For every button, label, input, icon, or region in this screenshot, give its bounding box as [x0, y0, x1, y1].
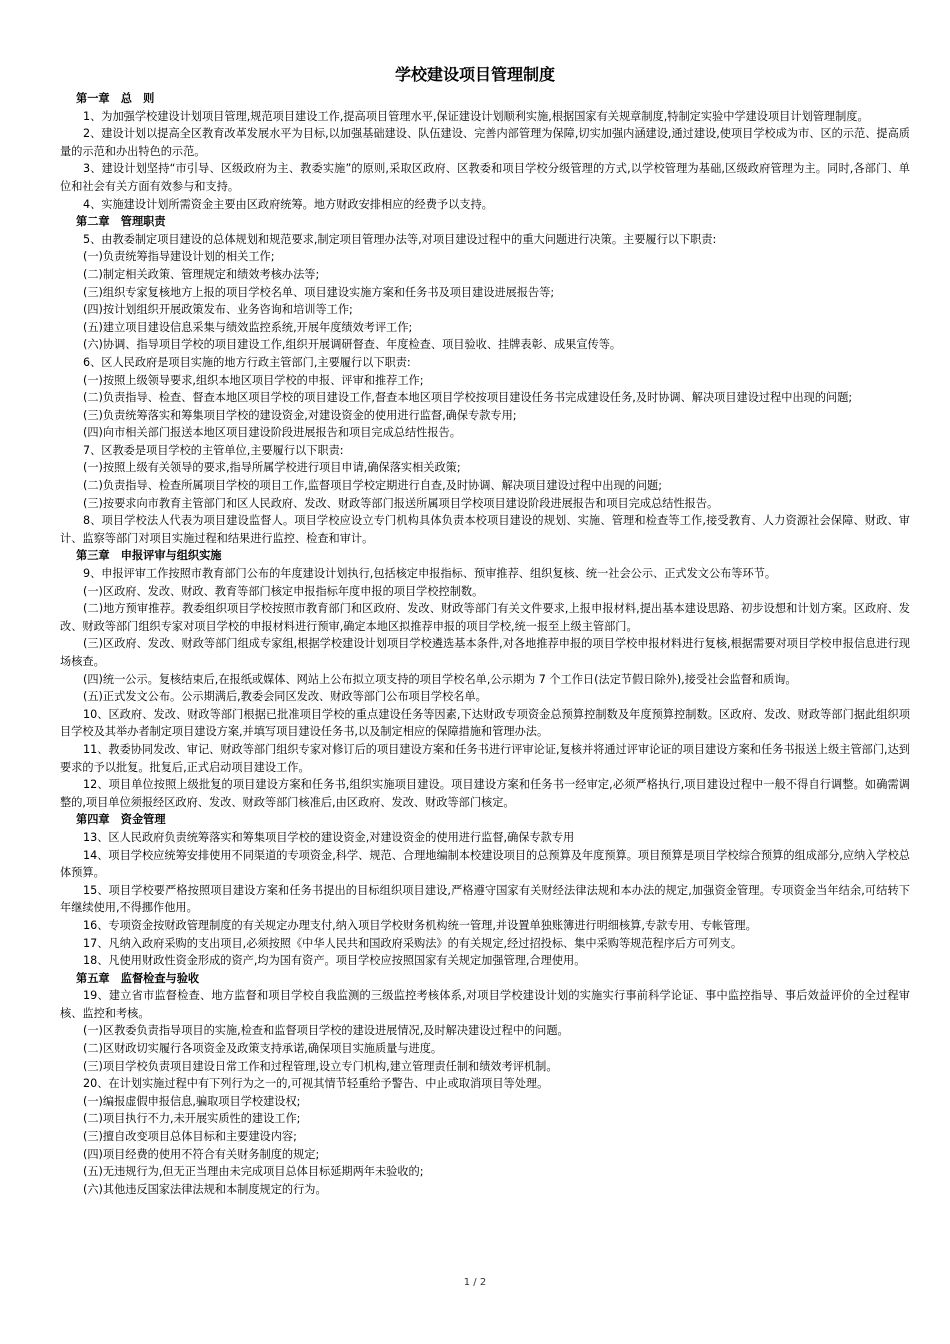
paragraph: 17、凡纳入政府采购的支出项目,必须按照《中华人民共和国政府采购法》的有关规定,经过招投标、集中采购等规范程序后方可列支。: [83, 936, 743, 950]
paragraph: 12、项目单位按照上级批复的项目建设方案和任务书,组织实施项目建设。项目建设方案和任务书一经审定,必须严格执行,项目建设过程中一般不得自行调整。如确需调整的,项目单位须报经区政府、发改、财政等部门核准后,由区政府、发改、财政等部门核定。: [60, 778, 910, 809]
chapter-heading: 第四章 资金管理: [76, 813, 166, 827]
paragraph: 3、建设计划坚持“市引导、区级政府为主、教委实施”的原则,采取区政府、区教委和项目学校分级管理的方式,以学校管理为基础,区级政府管理为主。同时,各部门、单位和社会有关方面有效参与和支持。: [60, 162, 910, 193]
paragraph: (三)区政府、发改、财政等部门组成专家组,根据学校建设计划项目学校遴选基本条件,对各地推荐申报的项目学校申报材料进行复核,根据需要对项目学校申报信息进行现场核查。: [60, 637, 910, 668]
paragraph: 18、凡使用财政性资金形成的资产,均为国有资产。项目学校应按照国家有关规定加强管理,合理使用。: [83, 954, 586, 968]
paragraph: (一)区政府、发改、财政、教育等部门核定申报指标年度申报的项目学校控制数。: [83, 584, 484, 598]
paragraph: (二)负责指导、检查所属项目学校的项目工作,监督项目学校定期进行自查,及时协调、解决项目建设过程中出现的问题;: [83, 479, 662, 493]
paragraph: (三)按要求向市教育主管部门和区人民政府、发改、财政等部门报送所属项目学校项目建设阶段进展报告和项目完成总结性报告。: [83, 496, 719, 510]
chapter-heading: 第一章 总 则: [76, 92, 155, 105]
paragraph: (二)项目执行不力,未开展实质性的建设工作;: [83, 1112, 301, 1126]
paragraph: (五)无违规行为,但无正当理由未完成项目总体目标延期两年未验收的;: [83, 1165, 424, 1179]
paragraph: (一)编报虚假申报信息,骗取项目学校建设权;: [83, 1094, 301, 1108]
paragraph: (二)地方预审推荐。教委组织项目学校按照市教育部门和区政府、发改、财政等部门有关文件要求,上报申报材料,提出基本建设思路、初步设想和计划方案。区政府、发改、财政等部门组织专家对项目学校的申报材料进行预审,确定本地区拟推荐申报的项目学校,统一报至上级主管部门。: [60, 602, 910, 633]
paragraph: 14、项目学校应统筹安排使用不同渠道的专项资金,科学、规范、合理地编制本校建设项目的总预算及年度预算。项目预算是项目学校综合预算的组成部分,应纳入学校总体预算。: [60, 848, 910, 880]
paragraph: (三)擅自改变项目总体目标和主要建设内容;: [83, 1130, 297, 1144]
page-number: 1 / 2: [463, 1277, 487, 1288]
paragraph: (三)负责统筹落实和筹集项目学校的建设资金,对建设资金的使用进行监督,确保专款专用;: [83, 408, 517, 422]
document-body: [60, 90, 910, 1198]
chapter-heading: 第三章 申报评审与组织实施: [76, 549, 222, 563]
paragraph: 15、项目学校要严格按照项目建设方案和任务书提出的目标组织项目建设,严格遵守国家有关财经法律法规和本办法的规定,加强资金管理。专项资金当年结余,可结转下年继续使用,不得挪作他用。: [60, 883, 910, 915]
paragraph: (四)按计划组织开展政策发布、业务咨询和培训等工作;: [83, 303, 353, 317]
paragraph: 11、教委协同发改、审记、财政等部门组织专家对修订后的项目建设方案和任务书进行评审论证,复核并将通过评审论证的项目建设方案和任务书报送上级主管部门,达到要求的予以批复。批复后,正式启动项目建设工作。: [60, 742, 910, 774]
paragraph: (二)负责指导、检查、督查本地区项目学校的项目建设工作,督查本地区项目学校按项目建设任务书完成建设任务,及时协调、解决项目建设过程中出现的问题;: [83, 391, 853, 405]
paragraph: 1、为加强学校建设计划项目管理,规范项目建设工作,提高项目管理水平,保证建设计划顺利实施,根据国家有关规章制度,特制定实验中学建设项目计划管理制度。: [83, 109, 869, 123]
paragraph: (一)区教委负责指导项目的实施,检查和监督项目学校的建设进展情况,及时解决建设过程中的问题。: [83, 1024, 569, 1038]
paragraph: (五)建立项目建设信息采集与绩效监控系统,开展年度绩效考评工作;: [83, 320, 413, 334]
paragraph: (六)其他违反国家法律法规和本制度规定的行为。: [83, 1182, 327, 1196]
paragraph: (四)项目经费的使用不符合有关财务制度的规定;: [83, 1147, 320, 1161]
paragraph: 20、在计划实施过程中有下列行为之一的,可视其情节轻重给予警告、中止或取消项目等处理。: [83, 1077, 549, 1091]
paragraph: 10、区政府、发改、财政等部门根据已批准项目学校的重点建设任务等因素,下达财政专项资金总预算控制数及年度预算控制数。区政府、发改、财政等部门据此组织项目学校及其举办者制定项目建设方案,并填写项目建设任务书,以及制定相应的保障措施和管理办法。: [60, 707, 910, 739]
chapter-heading: 第五章 监督检查与验收: [76, 971, 200, 985]
paragraph: 19、建立省市监督检查、地方监督和项目学校自我监测的三级监控考核体系,对项目学校建设计划的实施实行事前科学论证、事中监控指导、事后效益评价的全过程审核、监控和考核。: [60, 989, 910, 1020]
paragraph: (三)项目学校负责项目建设日常工作和过程管理,设立专门机构,建立管理责任制和绩效考评机制。: [83, 1059, 558, 1073]
paragraph: 9、申报评审工作按照市教育部门公布的年度建设计划执行,包括核定申报指标、预审推荐、组织复核、统一社会公示、正式发文公布等环节。: [83, 567, 777, 581]
paragraph: 13、区人民政府负责统筹落实和筹集项目学校的建设资金,对建设资金的使用进行监督,确保专款专用: [83, 830, 575, 844]
paragraph: (六)协调、指导项目学校的项目建设工作,组织开展调研督查、年度检查、项目验收、挂牌表彰、成果宣传等。: [83, 338, 622, 352]
paragraph: (二)区财政切实履行各项资金及政策支持承诺,确保项目实施质量与进度。: [83, 1042, 443, 1056]
paragraph: (一)负责统筹指导建设计划的相关工作;: [83, 250, 275, 264]
paragraph: 6、区人民政府是项目实施的地方行政主管部门,主要履行以下职责:: [83, 355, 411, 369]
paragraph: (四)统一公示。复核结束后,在报纸或媒体、网站上公布拟立项支持的项目学校名单,公示期为 7 个工作日(法定节假日除外),接受社会监督和质询。: [83, 672, 797, 686]
paragraph: (三)组织专家复核地方上报的项目学校名单、项目建设实施方案和任务书及项目建设进展报告等;: [83, 285, 555, 299]
paragraph: 8、项目学校法人代表为项目建设监督人。项目学校应设立专门机构具体负责本校项目建设的规划、实施、管理和检查等工作,接受教育、人力资源社会保障、财政、审计、监察等部门对项目实施过程和结果进行监控、检查和审计。: [60, 514, 910, 545]
paragraph: (四)向市相关部门报送本地区项目建设阶段进展报告和项目完成总结性报告。: [83, 426, 461, 440]
document-title: 学校建设项目管理制度: [394, 65, 555, 84]
paragraph: (二)制定相关政策、管理规定和绩效考核办法等;: [83, 267, 320, 281]
paragraph: 5、由教委制定项目建设的总体规划和规范要求,制定项目管理办法等,对项目建设过程中的重大问题进行决策。主要履行以下职责:: [83, 232, 717, 246]
paragraph: (一)按照上级领导要求,组织本地区项目学校的申报、评审和推荐工作;: [83, 373, 424, 387]
paragraph: 2、建设计划以提高全区教育改革发展水平为目标,以加强基础建设、队伍建设、完善内部管理为保障,切实加强内涵建设,通过建设,使项目学校成为市、区的示范、提高质量的示范和办出特色的示范。: [60, 127, 910, 158]
chapter-heading: 第二章 管理职责: [76, 215, 166, 229]
paragraph: (一)按照上级有关领导的要求,指导所属学校进行项目申请,确保落实相关政策;: [83, 461, 461, 475]
paragraph: 16、专项资金按财政管理制度的有关规定办理支付,纳入项目学校财务机构统一管理,并设置单独账簿进行明细核算,专款专用、专帐管理。: [83, 918, 757, 932]
paragraph: 4、实施建设计划所需资金主要由区政府统筹。地方财政安排相应的经费予以支持。: [83, 197, 493, 211]
paragraph: (五)正式发文公布。公示期满后,教委会同区发改、财政等部门公布项目学校名单。: [83, 690, 487, 704]
paragraph: 7、区教委是项目学校的主管单位,主要履行以下职责:: [83, 443, 344, 457]
